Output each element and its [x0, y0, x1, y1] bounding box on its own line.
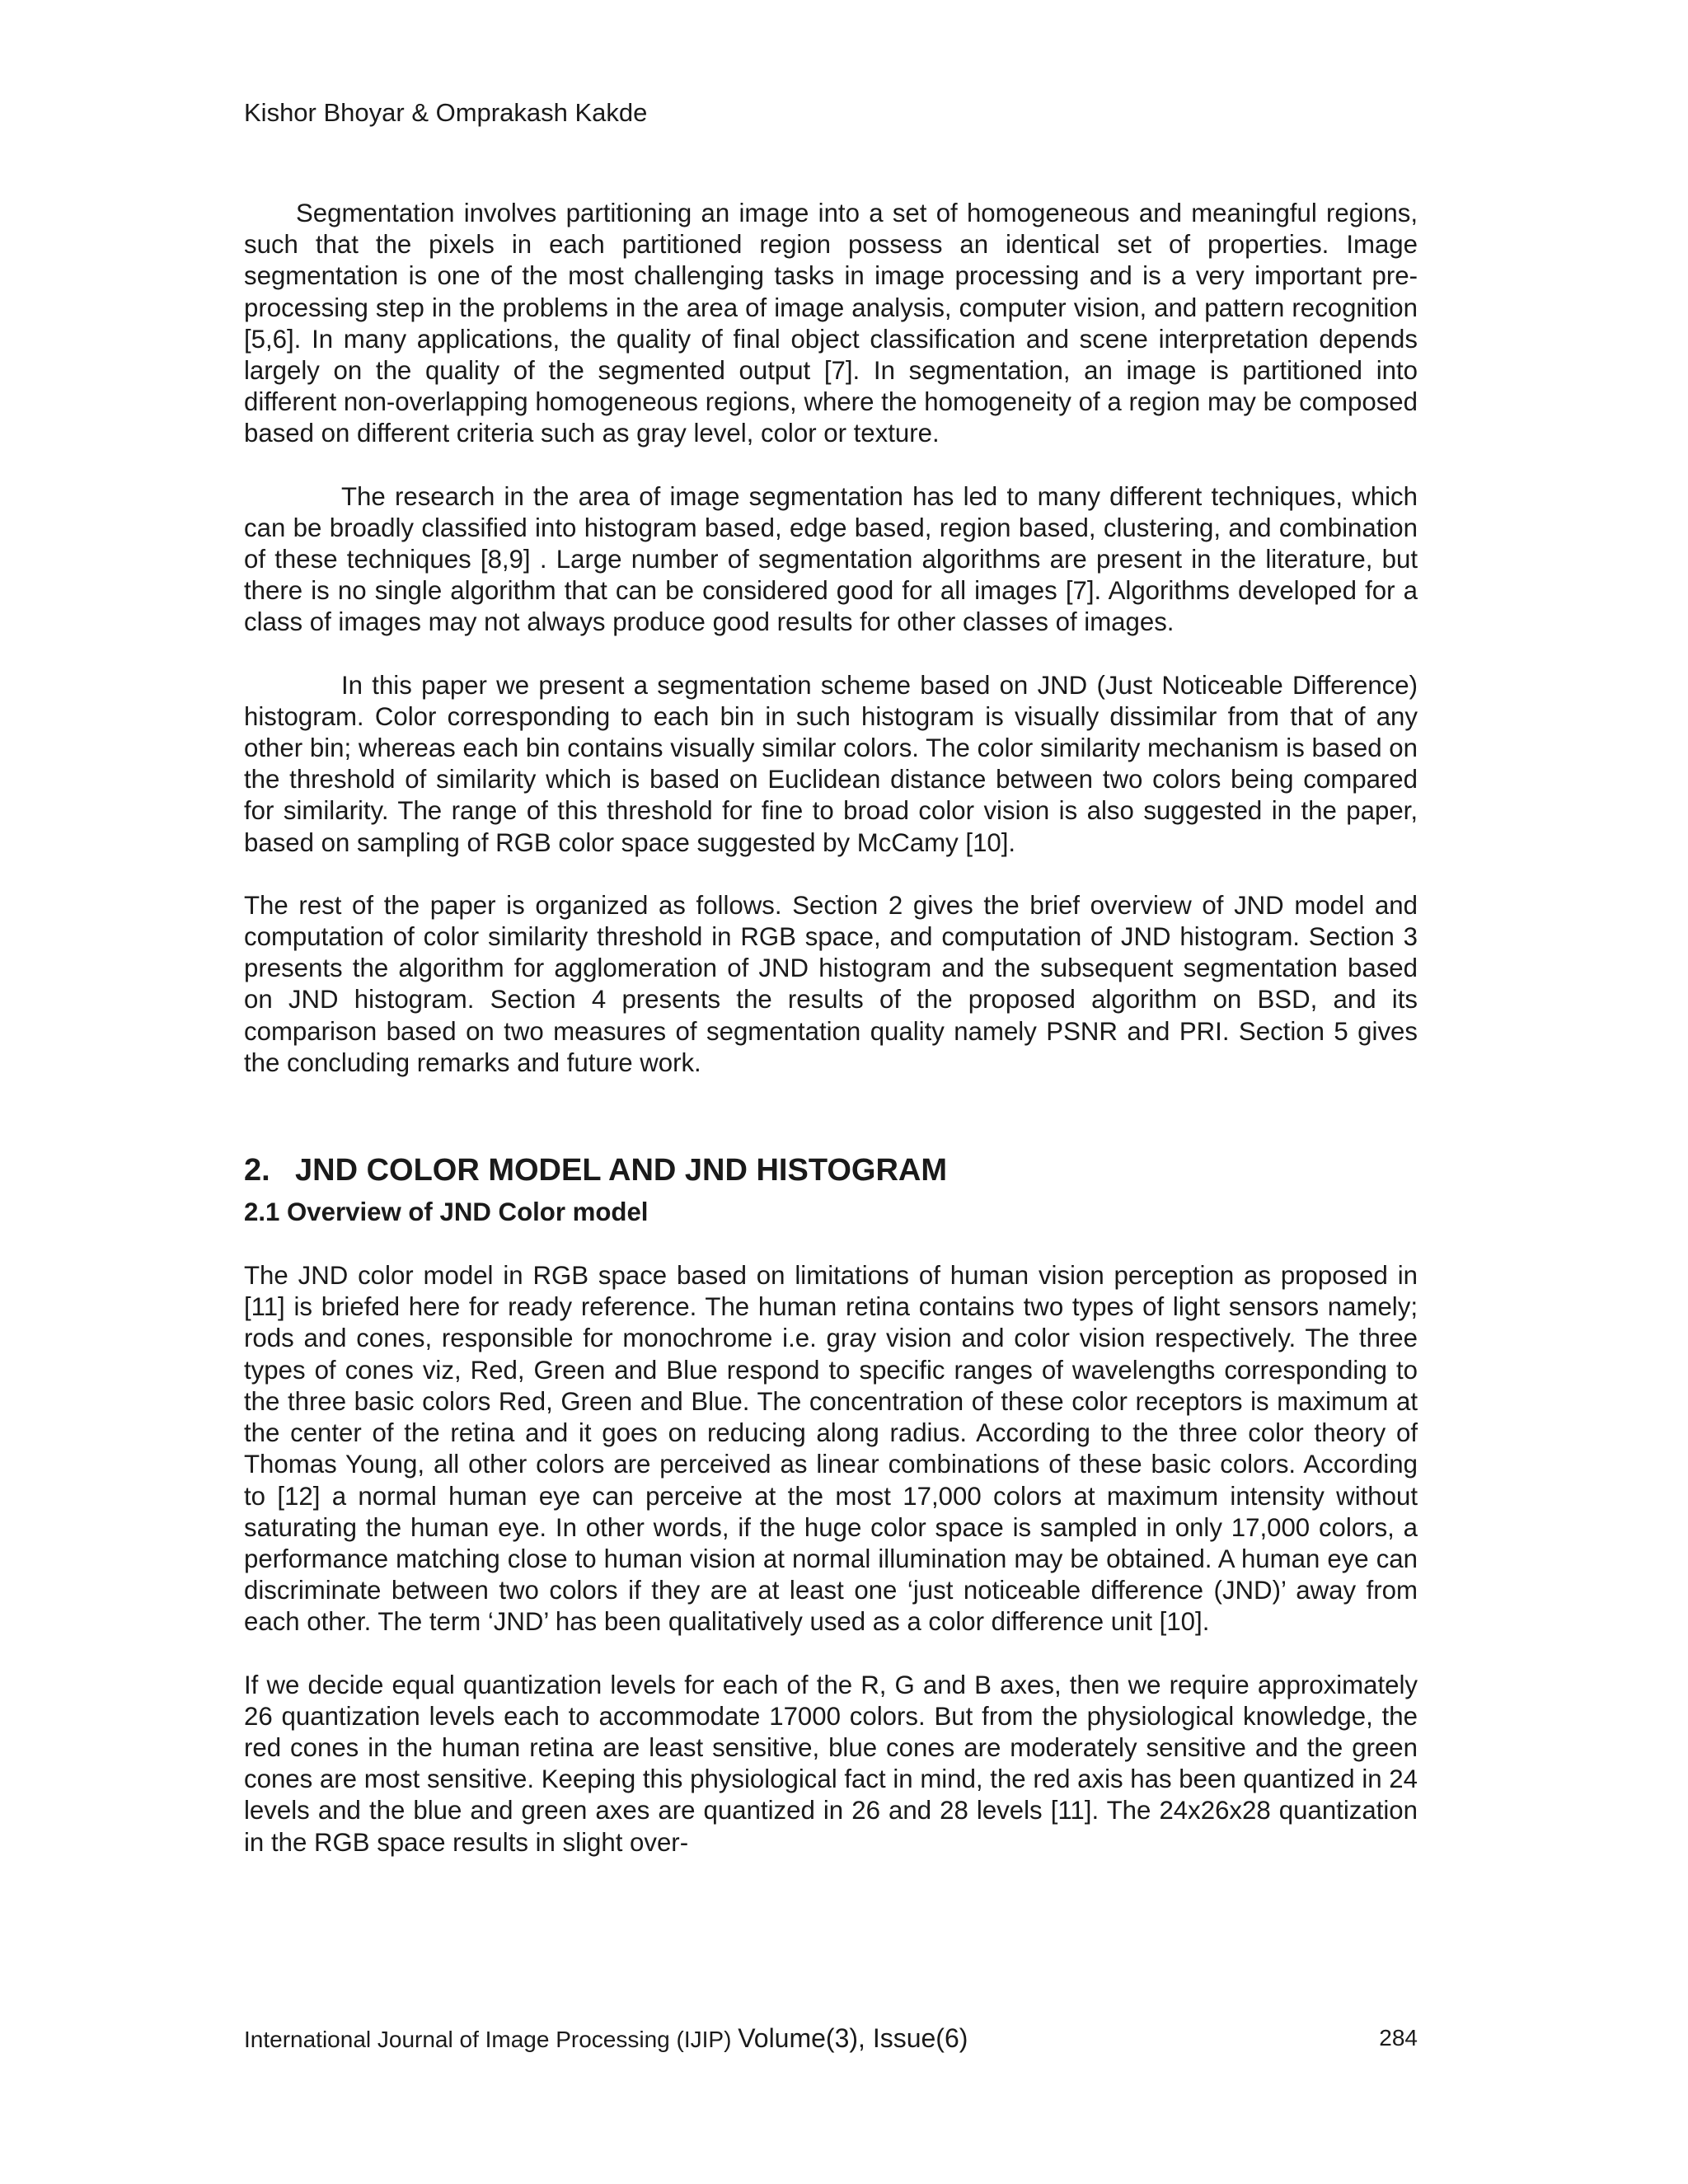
body-paragraph: If we decide equal quantization levels for each of the R, G and B axes, then we require approximately 26 quantization levels each to accommodate 17000 colors. But from the physiological knowledge, the red cones in the human retina are least sensitive, blue cones are moderately sensitive and the green cones are most sensitive. Keeping this physiological fact in mind, the red axis has been quantized in 24 levels and the blue and green axes are quantized in 26 and 28 levels [11]. The 24x26x28 quantization in the RGB space results in slight over- — [244, 1670, 1418, 1857]
footer-journal — [244, 2024, 968, 2054]
body-paragraph: In this paper we present a segmentation scheme based on JND (Just Noticeable Difference) histogram. Color corresponding to each bin in such histogram is visually dissimilar from that of any other bin; whereas each bin contains visually similar colors. The color similarity mechanism is based on the threshold of similarity which is based on Euclidean distance between two colors being compared for similarity. The range of this threshold for fine to broad color vision is also suggested in the paper, based on sampling of RGB color space suggested by McCamy [10]. — [244, 670, 1418, 857]
footer-volume: Volume(3), Issue(6) — [738, 2023, 968, 2053]
page-body — [244, 198, 1418, 1890]
section-heading — [244, 1151, 1418, 1189]
page-number: 284 — [1379, 2025, 1418, 2050]
page-footer — [244, 2021, 1418, 2054]
body-paragraph: The rest of the paper is organized as follows. Section 2 gives the brief overview of JND model and computation of color similarity threshold in RGB space, and computation of JND histogram. Section 3 presents the algorithm for agglomeration of JND histogram and the subsequent segmentation based on JND histogram. Section 4 presents the results of the proposed algorithm on BSD, and its comparison based on two measures of segmentation quality namely PSNR and PRI. Section 5 gives the concluding remarks and future work. — [244, 890, 1418, 1077]
footer-journal-name: International Journal of Image Processing (IJIP) — [244, 2027, 738, 2052]
body-paragraph: The JND color model in RGB space based on limitations of human vision perception as proposed in [11] is briefed here for ready reference. The human retina contains two types of light sensors namely; rods and cones, responsible for monochrome i.e. gray vision and color vision respectively. The three types of cones viz, Red, Green and Blue respond to specific ranges of wavelengths corresponding to the three basic colors Red, Green and Blue. The concentration of these color receptors is maximum at the center of the retina and it goes on reducing along radius. According to the three color theory of Thomas Young, all other colors are perceived as linear combinations of these basic colors. According to [12] a normal human eye can perceive at the most 17,000 colors at maximum intensity without saturating the human eye. In other words, if the huge color space is sampled in only 17,000 colors, a performance matching close to human vision at normal illumination may be obtained. A human eye can discriminate between two colors if they are at least one ‘just noticeable difference (JND)’ away from each other. The term ‘JND’ has been qualitatively used as a color difference unit [10]. — [244, 1261, 1418, 1637]
body-paragraph: Segmentation involves partitioning an image into a set of homogeneous and meaningful regions, such that the pixels in each partitioned region possess an identical set of properties. Image segmentation is one of the most challenging tasks in image processing and is a very important pre-processing step in the problems in the area of image analysis, computer vision, and pattern recognition [5,6]. In many applications, the quality of final object classification and scene interpretation depends largely on the quality of the segmented output [7]. In segmentation, an image is partitioned into different non-overlapping homogeneous regions, where the homogeneity of a region may be composed based on different criteria such as gray level, color or texture. — [244, 199, 1418, 448]
running-header: Kishor Bhoyar & Omprakash Kakde — [244, 98, 648, 127]
section-title: JND COLOR MODEL AND JND HISTOGRAM — [295, 1153, 948, 1188]
section-number: 2. — [244, 1153, 270, 1188]
subsection-heading: 2.1 Overview of JND Color model — [244, 1197, 649, 1227]
body-paragraph: The research in the area of image segmentation has led to many different techniques, which can be broadly classified into histogram based, edge based, region based, clustering, and combination of these techniques [8,9] . Large number of segmentation algorithms are present in the literature, but there is no single algorithm that can be considered good for all images [7]. Algorithms developed for a class of images may not always produce good results for other classes of images. — [244, 481, 1418, 637]
